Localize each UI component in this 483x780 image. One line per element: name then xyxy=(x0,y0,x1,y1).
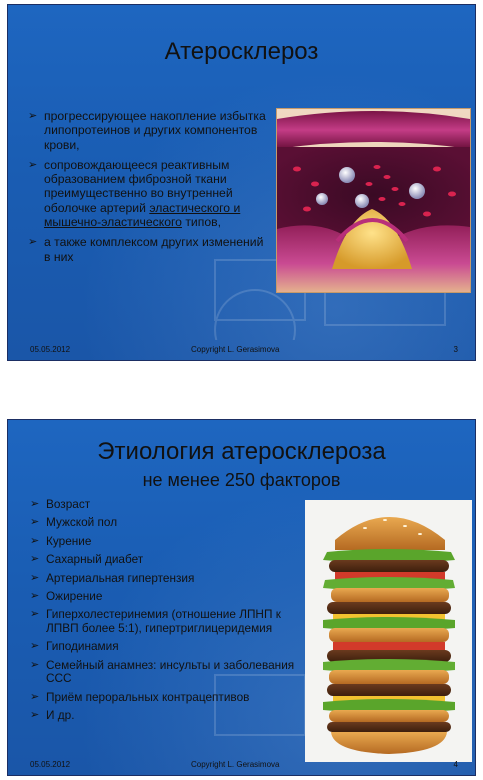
slide-title: Атеросклероз xyxy=(164,38,319,65)
burger-stack-image xyxy=(305,500,472,762)
list-item: ➢ Гиподинамия xyxy=(30,639,119,654)
footer-copyright: Copyright L. Gerasimova xyxy=(191,345,280,354)
slide-subtitle: не менее 250 факторов xyxy=(142,470,341,490)
bullet-arrow-icon: ➢ xyxy=(30,571,40,584)
list-item: ➢ Приём пероральных контрацептивов xyxy=(30,689,250,704)
footer-date: 05.05.2012 xyxy=(30,345,71,354)
list-item: ➢ Семейный анамнез: инсульты и заболевания ССС xyxy=(30,657,295,686)
list-item: ➢ Сахарный диабет xyxy=(30,552,144,567)
slide-number: 4 xyxy=(453,760,458,769)
bullet-arrow-icon: ➢ xyxy=(30,553,40,566)
bullet-arrow-icon: ➢ xyxy=(30,690,40,703)
slide-3 xyxy=(7,4,476,361)
bullet-arrow-icon: ➢ xyxy=(28,236,38,249)
list-item: ➢ Ожирение xyxy=(30,588,103,603)
footer-copyright: Copyright L. Gerasimova xyxy=(191,760,280,769)
bullet-list xyxy=(30,498,300,727)
list-item: ➢ прогрессирующее накопление избытка липопротеинов и других компонентов крови, xyxy=(28,109,266,152)
bullet-arrow-icon: ➢ xyxy=(30,608,40,621)
list-item: ➢ а также комплексом других изменений в них xyxy=(28,235,264,264)
list-item: ➢ Мужской пол xyxy=(30,515,118,530)
bullet-arrow-icon: ➢ xyxy=(28,110,38,122)
list-item: ➢ Курение xyxy=(30,533,92,548)
list-item: ➢ И др. xyxy=(30,708,75,723)
slide-4 xyxy=(7,419,476,776)
bullet-arrow-icon: ➢ xyxy=(30,498,40,510)
bullet-arrow-icon: ➢ xyxy=(30,516,40,529)
bullet-arrow-icon: ➢ xyxy=(30,589,40,602)
slide-number: 3 xyxy=(453,345,458,354)
list-item: ➢ Артериальная гипертензия xyxy=(30,570,195,585)
artery-plaque-image xyxy=(276,108,471,293)
footer-date: 05.05.2012 xyxy=(30,760,71,769)
bullet-arrow-icon: ➢ xyxy=(30,640,40,653)
bullet-arrow-icon: ➢ xyxy=(30,658,40,671)
list-item: ➢ Гиперхолестеринемия (отношение ЛПНП к ЛПВП более 5:1), гипертриглицеридемия xyxy=(30,607,281,635)
bullet-arrow-icon: ➢ xyxy=(28,158,38,171)
slide-title: Этиология атеросклероза xyxy=(97,438,386,465)
bullet-arrow-icon: ➢ xyxy=(30,534,40,547)
bullet-list xyxy=(28,109,268,270)
underlined-text: эластического и мышечно-эластического xyxy=(44,200,241,230)
list-item: ➢ Возраст xyxy=(30,497,91,511)
bullet-arrow-icon: ➢ xyxy=(30,709,40,722)
list-item: ➢ сопровождающееся реактивным образованием фиброзной ткани преимущественно во внутренней оболочке артерий эластического и мышечно-эластического типов, xyxy=(28,157,241,230)
